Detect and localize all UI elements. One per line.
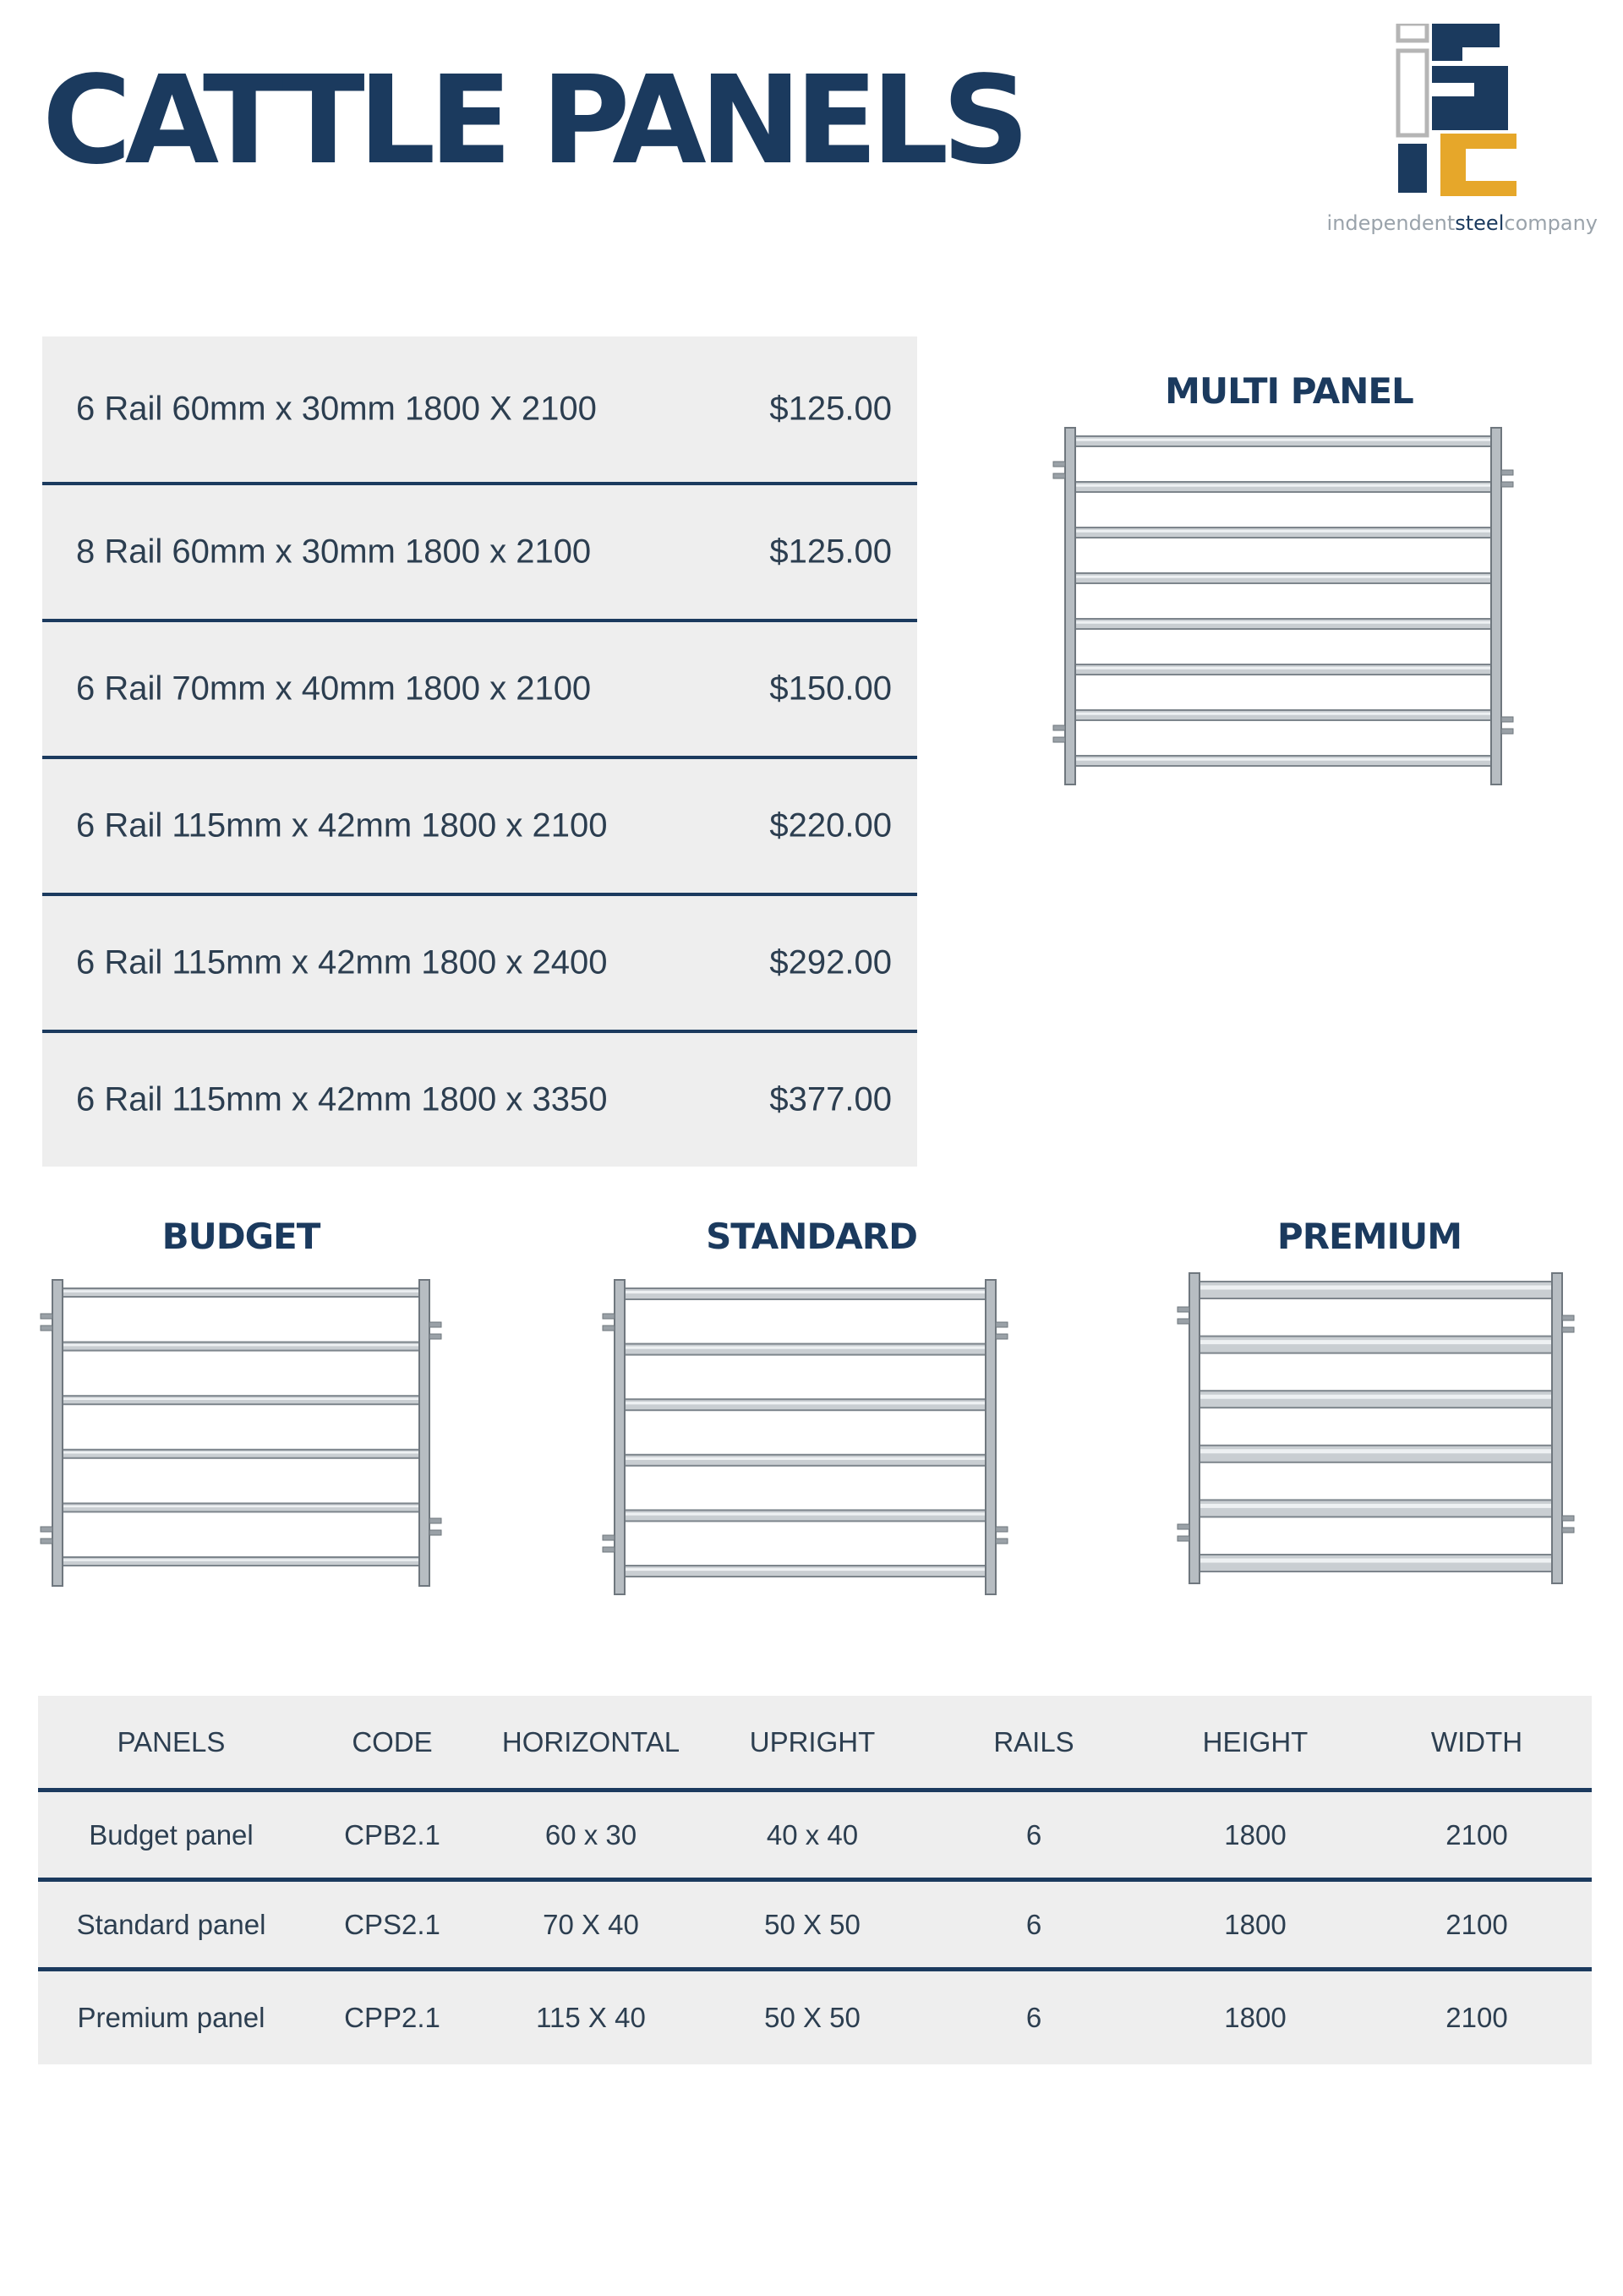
panel-rail [1199, 1500, 1552, 1517]
hinge-pin [1178, 1319, 1189, 1324]
panel-rail [1199, 1337, 1552, 1353]
hinge-pin [1053, 462, 1065, 467]
hinge-pin [1501, 717, 1513, 722]
hinge-pin [603, 1535, 615, 1540]
spec-cell: 1800 [1224, 2002, 1287, 2033]
panel-rail [1075, 710, 1491, 720]
spec-cell: 115 X 40 [536, 2002, 646, 2033]
panel-rail [625, 1344, 986, 1355]
price-description: 6 Rail 70mm x 40mm 1800 x 2100 [76, 670, 592, 708]
hinge-pin [1053, 725, 1065, 730]
spec-header: CODE [352, 1725, 433, 1758]
spec-cell: 50 X 50 [764, 2002, 861, 2033]
panel-rail [1075, 756, 1491, 766]
price-value: $377.00 [769, 1080, 892, 1118]
panel-post [1491, 428, 1501, 784]
spec-cell: 60 x 30 [544, 1818, 637, 1850]
hinge-pin [996, 1527, 1008, 1532]
spec-header: WIDTH [1430, 1725, 1523, 1758]
price-list [42, 336, 917, 1167]
multi-panel-image [1046, 416, 1520, 796]
spec-cell: Budget panel [89, 1818, 254, 1850]
spec-cell: 2100 [1445, 2002, 1508, 2033]
price-value: $292.00 [769, 943, 892, 981]
spec-cell: CPS2.1 [344, 1908, 440, 1940]
spec-cell: 1800 [1224, 1818, 1287, 1850]
price-row [42, 896, 917, 1033]
hinge-pin [996, 1322, 1008, 1327]
spec-cell: 2100 [1445, 1908, 1508, 1940]
spec-cell: 70 X 40 [543, 1908, 639, 1940]
hinge-pin [603, 1547, 615, 1552]
spec-cell: 1800 [1224, 1908, 1287, 1940]
hinge-pin [429, 1530, 441, 1535]
price-description: 6 Rail 60mm x 30mm 1800 X 2100 [76, 390, 597, 428]
standard-heading: STANDARD [706, 1216, 917, 1257]
spec-row [38, 1971, 1592, 2064]
budget-heading: BUDGET [161, 1216, 320, 1257]
panel-rail [63, 1557, 419, 1566]
hinge-pin [41, 1314, 52, 1319]
spec-header: HORIZONTAL [501, 1725, 680, 1758]
panel-rail [1075, 619, 1491, 629]
hinge-pin [1178, 1536, 1189, 1541]
isc-logo [1395, 24, 1538, 201]
panel-rail [1075, 664, 1491, 675]
hinge-pin [1562, 1516, 1574, 1521]
panel-rail [1075, 436, 1491, 446]
hinge-pin [1178, 1307, 1189, 1312]
panel-rail [625, 1566, 986, 1577]
price-description: 6 Rail 115mm x 42mm 1800 x 3350 [76, 1080, 608, 1118]
price-row [42, 485, 917, 622]
panel-rail [625, 1455, 986, 1466]
spec-cell: Standard panel [76, 1908, 266, 1940]
spec-header: UPRIGHT [749, 1725, 876, 1758]
panel-rail [63, 1450, 419, 1458]
spec-table [38, 1696, 1592, 2064]
price-value: $125.00 [769, 390, 892, 428]
spec-cell: 2100 [1445, 1818, 1508, 1850]
spec-cell: 6 [1025, 1908, 1042, 1940]
spec-cell: 6 [1025, 2002, 1042, 2033]
hinge-pin [1562, 1528, 1574, 1533]
logo-wordmark: independentsteelcompany [1326, 211, 1598, 235]
panel-rail [1075, 573, 1491, 583]
hinge-pin [1053, 737, 1065, 742]
hinge-pin [603, 1314, 615, 1319]
standard-panel-image [596, 1268, 1014, 1606]
hinge-pin [1501, 482, 1513, 487]
panel-rail [1199, 1555, 1552, 1572]
panel-rail [63, 1288, 419, 1297]
hinge-pin [996, 1539, 1008, 1544]
price-row [42, 759, 917, 896]
panel-post [615, 1280, 625, 1594]
spec-header: HEIGHT [1202, 1725, 1309, 1758]
panel-post [52, 1280, 63, 1586]
hinge-pin [1562, 1315, 1574, 1320]
price-row [42, 1033, 917, 1167]
premium-panel-image [1171, 1261, 1581, 1595]
price-description: 8 Rail 60mm x 30mm 1800 x 2100 [76, 533, 592, 571]
panel-rail [625, 1399, 986, 1410]
spec-row [38, 1792, 1592, 1882]
spec-header: RAILS [993, 1725, 1074, 1758]
price-value: $220.00 [769, 806, 892, 845]
budget-panel-image [34, 1268, 448, 1598]
price-value: $125.00 [769, 533, 892, 571]
spec-cell: CPB2.1 [344, 1818, 440, 1850]
panel-rail [1199, 1391, 1552, 1408]
panel-rail [63, 1396, 419, 1404]
hinge-pin [429, 1518, 441, 1523]
panel-rail [1075, 482, 1491, 492]
price-value: $150.00 [769, 670, 892, 708]
panel-rail [63, 1503, 419, 1512]
hinge-pin [1501, 470, 1513, 475]
panel-post [1189, 1273, 1199, 1583]
spec-cell: Premium panel [77, 2002, 265, 2033]
hinge-pin [1178, 1524, 1189, 1529]
price-description: 6 Rail 115mm x 42mm 1800 x 2400 [76, 943, 608, 981]
hinge-pin [41, 1527, 52, 1532]
hinge-pin [603, 1326, 615, 1331]
spec-header: PANELS [117, 1725, 226, 1758]
hinge-pin [996, 1334, 1008, 1339]
hinge-pin [429, 1322, 441, 1327]
hinge-pin [41, 1539, 52, 1544]
spec-row [38, 1882, 1592, 1971]
price-row [42, 336, 917, 485]
spec-cell: 50 X 50 [764, 1908, 861, 1940]
panel-post [419, 1280, 429, 1586]
hinge-pin [1053, 473, 1065, 478]
hinge-pin [1562, 1327, 1574, 1332]
price-row [42, 622, 917, 759]
panel-rail [1199, 1446, 1552, 1462]
panel-rail [1199, 1282, 1552, 1298]
panel-rail [625, 1288, 986, 1299]
spec-cell: 40 x 40 [766, 1818, 859, 1850]
panel-post [1065, 428, 1075, 784]
panel-rail [1075, 528, 1491, 538]
spec-header-row [38, 1696, 1592, 1792]
hinge-pin [429, 1334, 441, 1339]
spec-cell: 6 [1025, 1818, 1042, 1850]
premium-heading: PREMIUM [1276, 1216, 1462, 1257]
page-title: CATTLE PANELS [42, 49, 1024, 191]
multi-panel-heading: MULTI PANEL [1165, 370, 1413, 412]
panel-rail [625, 1510, 986, 1521]
hinge-pin [1501, 729, 1513, 734]
panel-post [986, 1280, 996, 1594]
price-description: 6 Rail 115mm x 42mm 1800 x 2100 [76, 806, 608, 845]
spec-cell: CPP2.1 [344, 2002, 440, 2033]
panel-rail [63, 1342, 419, 1351]
panel-post [1552, 1273, 1562, 1583]
hinge-pin [41, 1326, 52, 1331]
